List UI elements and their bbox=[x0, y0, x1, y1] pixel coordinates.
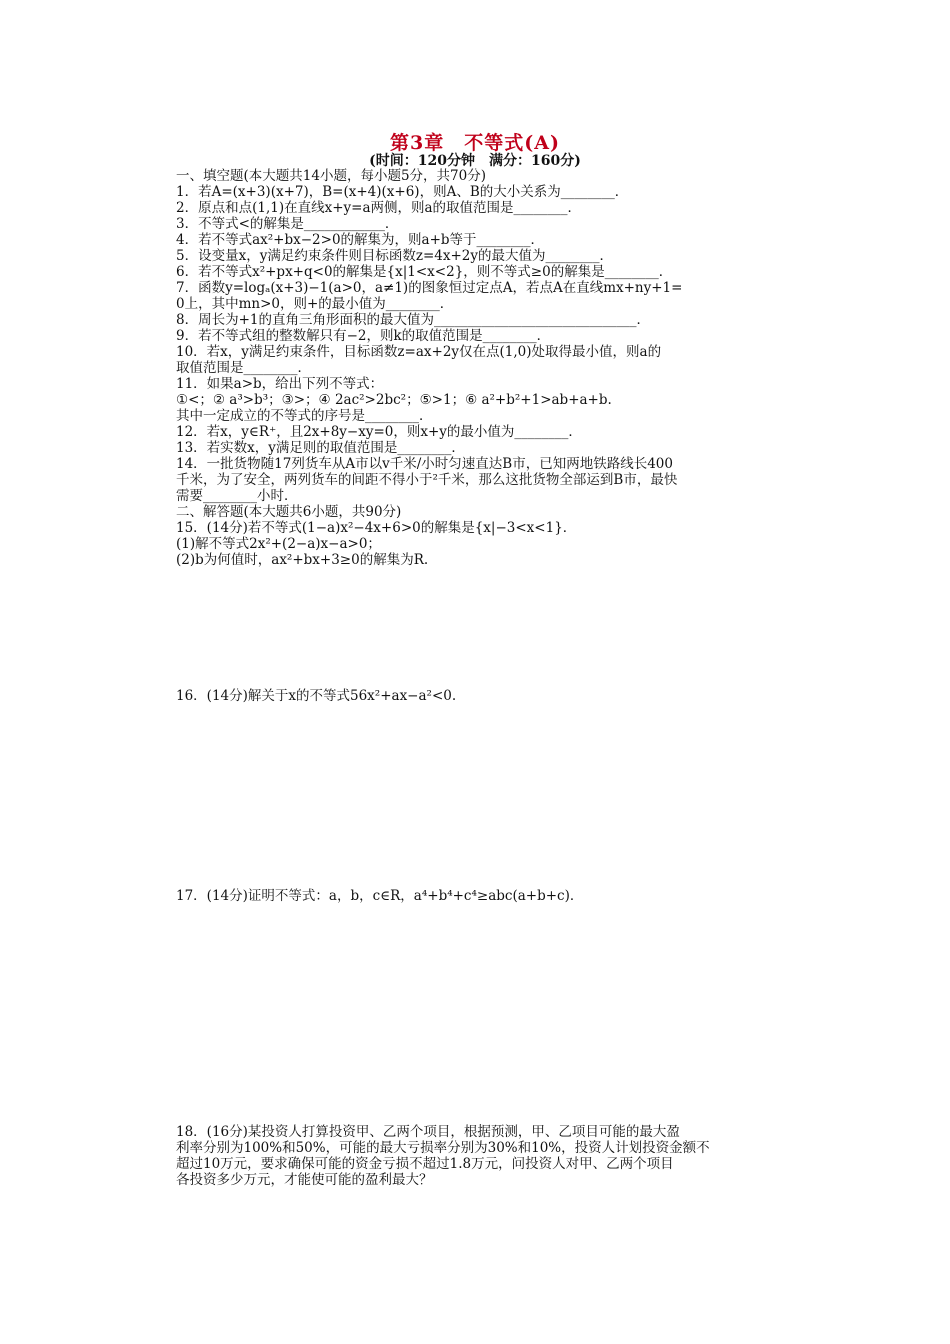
question-15-part-2: (2)b为何值时，ax²+bx+3≥0的解集为R. bbox=[176, 552, 429, 568]
question-11-options: ①<；② a³>b³；③>；④ 2ac²>2bc²；⑤>1；⑥ a²+b²+1>ab+a+b. bbox=[176, 392, 612, 408]
exam-info: (时间：120分钟 满分：160分) bbox=[369, 153, 581, 169]
question-7-cont: 0上，其中mn>0，则+的最小值为________． bbox=[176, 296, 454, 312]
question-17: 17．(14分)证明不等式：a，b，c∈R，a⁴+b⁴+c⁴≥abc(a+b+c)． bbox=[176, 888, 584, 904]
question-15: 15．(14分)若不等式(1−a)x²−4x+6>0的解集是{x|−3<x<1}． bbox=[176, 520, 577, 536]
question-14-end: 需要________小时． bbox=[176, 488, 298, 504]
section-1-heading: 一、填空题(本大题共14小题，每小题5分，共70分) bbox=[176, 168, 486, 184]
question-9: 9．若不等式组的整数解只有−2，则k的取值范围是________． bbox=[176, 328, 551, 344]
question-16: 16．(14分)解关于x的不等式56x²+ax−a²<0. bbox=[176, 688, 457, 704]
question-2: 2．原点和点(1,1)在直线x+y=a两侧，则a的取值范围是________． bbox=[176, 200, 582, 216]
question-11-cont: 其中一定成立的不等式的序号是________． bbox=[176, 408, 433, 424]
question-4: 4．若不等式ax²+bx−2>0的解集为，则a+b等于________． bbox=[176, 232, 545, 248]
question-6: 6．若不等式x²+px+q<0的解集是{x|1<x<2}，则不等式≥0的解集是________． bbox=[176, 264, 673, 280]
section-2-heading: 二、解答题(本大题共6小题，共90分) bbox=[176, 504, 402, 520]
question-5: 5．设变量x，y满足约束条件则目标函数z=4x+2y的最大值为________． bbox=[176, 248, 613, 264]
question-10-cont: 取值范围是________． bbox=[176, 360, 311, 376]
question-18-line-3: 超过10万元，要求确保可能的资金亏损不超过1.8万元，问投资人对甲、乙两个项目 bbox=[176, 1156, 674, 1172]
question-12: 12．若x，y∈R⁺，且2x+8y−xy=0，则x+y的最小值为________． bbox=[176, 424, 582, 440]
question-7: 7．函数y=logₐ(x+3)−1(a>0，a≠1)的图象恒过定点A，若点A在直线mx+ny+1= bbox=[176, 280, 683, 296]
question-18-line-2: 利率分别为100%和50%，可能的最大亏损率分别为30%和10%，投资人计划投资金额不 bbox=[176, 1140, 710, 1156]
page-title: 第3章 不等式(A) bbox=[390, 132, 560, 154]
question-14-cont: 千米，为了安全，两列货车的间距不得小于²千米，那么这批货物全部运到B市，最快 bbox=[176, 472, 678, 488]
question-1: 1．若A=(x+3)(x+7)，B=(x+4)(x+6)，则A、B的大小关系为________． bbox=[176, 184, 629, 200]
question-13: 13．若实数x，y满足则的取值范围是________． bbox=[176, 440, 465, 456]
question-8: 8．周长为+1的直角三角形面积的最大值为______________________________． bbox=[176, 312, 650, 328]
question-3: 3．不等式<的解集是____________． bbox=[176, 216, 399, 232]
question-14: 14．一批货物随17列货车从A市以v千米/小时匀速直达B市，已知两地铁路线长400 bbox=[176, 456, 673, 472]
question-18: 18．(16分)某投资人打算投资甲、乙两个项目，根据预测，甲、乙项目可能的最大盈 bbox=[176, 1124, 680, 1140]
question-15-part-1: (1)解不等式2x²+(2−a)x−a>0； bbox=[176, 536, 381, 552]
question-18-line-4: 各投资多少万元，才能使可能的盈利最大？ bbox=[176, 1172, 433, 1188]
question-10: 10．若x，y满足约束条件，目标函数z=ax+2y仅在点(1,0)处取得最小值，则a的 bbox=[176, 344, 662, 360]
question-11: 11．如果a>b，给出下列不等式： bbox=[176, 376, 384, 392]
